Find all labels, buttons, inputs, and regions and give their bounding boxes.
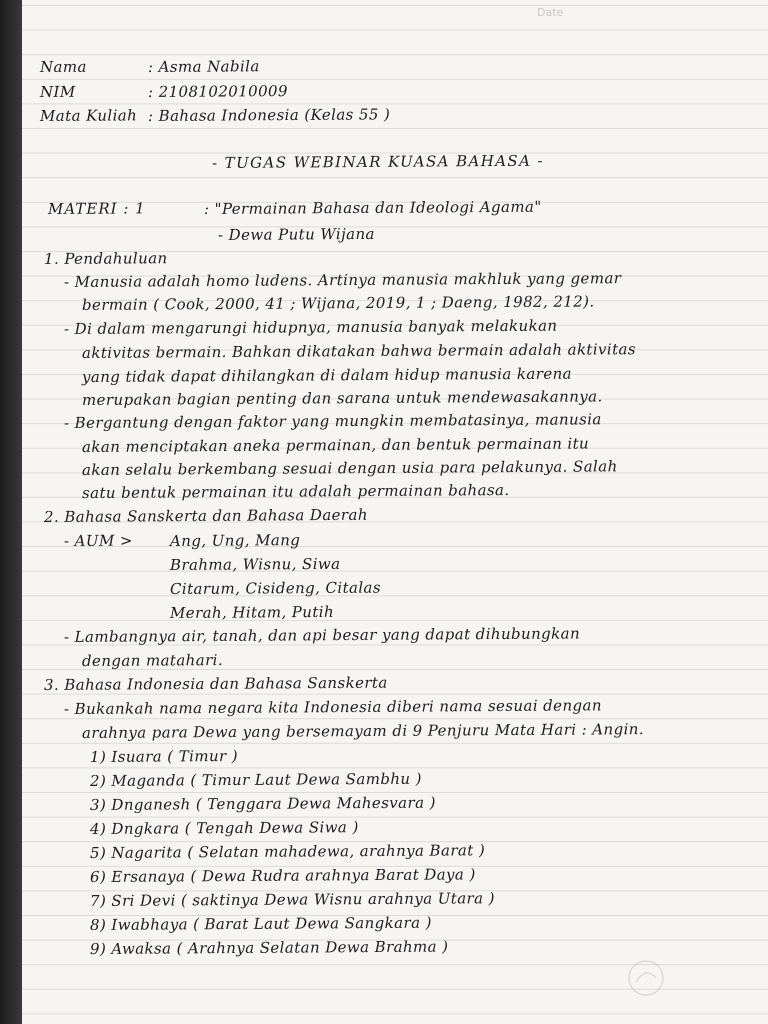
direction-item: 5) Nagarita ( Selatan mahadewa, arahnya Barat ): [89, 841, 486, 862]
date-corner-mark: Date: [537, 6, 564, 19]
binding-edge: [0, 0, 22, 1024]
notebook-page: [22, 0, 768, 1024]
aum-line: Citarum, Cisideng, Citalas: [169, 578, 382, 598]
section-line: merupakan bagian penting dan sarana untuk mendewasakannya.: [81, 387, 603, 409]
section-line: - Manusia adalah homo ludens. Artinya manusia makhluk yang gemar: [63, 269, 622, 291]
section-line: satu bentuk permainan itu adalah permainan bahasa.: [81, 481, 510, 502]
aum-line: Merah, Hitam, Putih: [169, 602, 335, 622]
materi-label: MATERI : 1: [47, 199, 146, 218]
direction-item: 8) Iwabhaya ( Barat Laut Dewa Sangkara ): [89, 913, 432, 934]
nama-value: : Asma Nabila: [147, 57, 260, 76]
nim-label: NIM: [39, 82, 76, 101]
section-heading: 2. Bahasa Sanskerta dan Bahasa Daerah: [43, 505, 368, 526]
paper-stamp-icon: [626, 958, 666, 998]
nim-value: : 2108102010009: [147, 82, 288, 101]
section-line: yang tidak dapat dihilangkan di dalam hidup manusia karena: [81, 364, 573, 386]
aum-line: Ang, Ung, Mang: [169, 531, 301, 550]
section-line: - Lambangnya air, tanah, dan api besar yang dapat dihubungkan: [63, 624, 581, 646]
section-heading: 3. Bahasa Indonesia dan Bahasa Sanskerta: [43, 673, 388, 694]
materi-speaker: - Dewa Putu Wijana: [217, 224, 375, 244]
aum-line: Brahma, Wisnu, Siwa: [169, 554, 341, 574]
section-line: akan menciptakan aneka permainan, dan bentuk permainan itu: [81, 434, 590, 456]
direction-item: 7) Sri Devi ( saktinya Dewa Wisnu arahnya Utara ): [89, 889, 495, 910]
section-line: akan selalu berkembang sesuai dengan usia para pelakunya. Salah: [81, 457, 618, 479]
direction-item: 2) Maganda ( Timur Laut Dewa Sambhu ): [89, 769, 422, 790]
section-line: - Bergantung dengan faktor yang mungkin membatasinya, manusia: [63, 410, 602, 432]
section-line: - Di dalam mengarungi hidupnya, manusia banyak melakukan: [63, 316, 558, 338]
section-line: dengan matahari.: [81, 651, 224, 670]
direction-item: 4) Dngkara ( Tengah Dewa Siwa ): [89, 818, 359, 838]
direction-item: 3) Dnganesh ( Tenggara Dewa Mahesvara ): [89, 793, 436, 814]
section-line: bermain ( Cook, 2000, 41 ; Wijana, 2019, 1 ; Daeng, 1982, 212).: [81, 292, 595, 314]
materi-topic: : "Permainan Bahasa dan Ideologi Agama": [203, 197, 542, 218]
nama-label: Nama: [39, 57, 87, 76]
mata-kuliah-label: Mata Kuliah: [39, 106, 138, 125]
section-line: - Bukankah nama negara kita Indonesia diberi nama sesuai dengan: [63, 696, 602, 718]
direction-item: 9) Awaksa ( Arahnya Selatan Dewa Brahma ): [89, 937, 449, 958]
page-title: - TUGAS WEBINAR KUASA BAHASA -: [211, 151, 545, 172]
direction-item: 6) Ersanaya ( Dewa Rudra arahnya Barat Daya ): [89, 865, 476, 886]
section-heading: 1. Pendahuluan: [43, 249, 168, 268]
aum-label: - AUM >: [63, 531, 133, 550]
direction-item: 1) Isuara ( Timur ): [89, 746, 239, 766]
section-line: arahnya para Dewa yang bersemayam di 9 Penjuru Mata Hari : Angin.: [81, 720, 645, 742]
section-line: aktivitas bermain. Bahkan dikatakan bahwa bermain adalah aktivitas: [81, 340, 637, 362]
mata-kuliah-value: : Bahasa Indonesia (Kelas 55 ): [147, 105, 391, 125]
